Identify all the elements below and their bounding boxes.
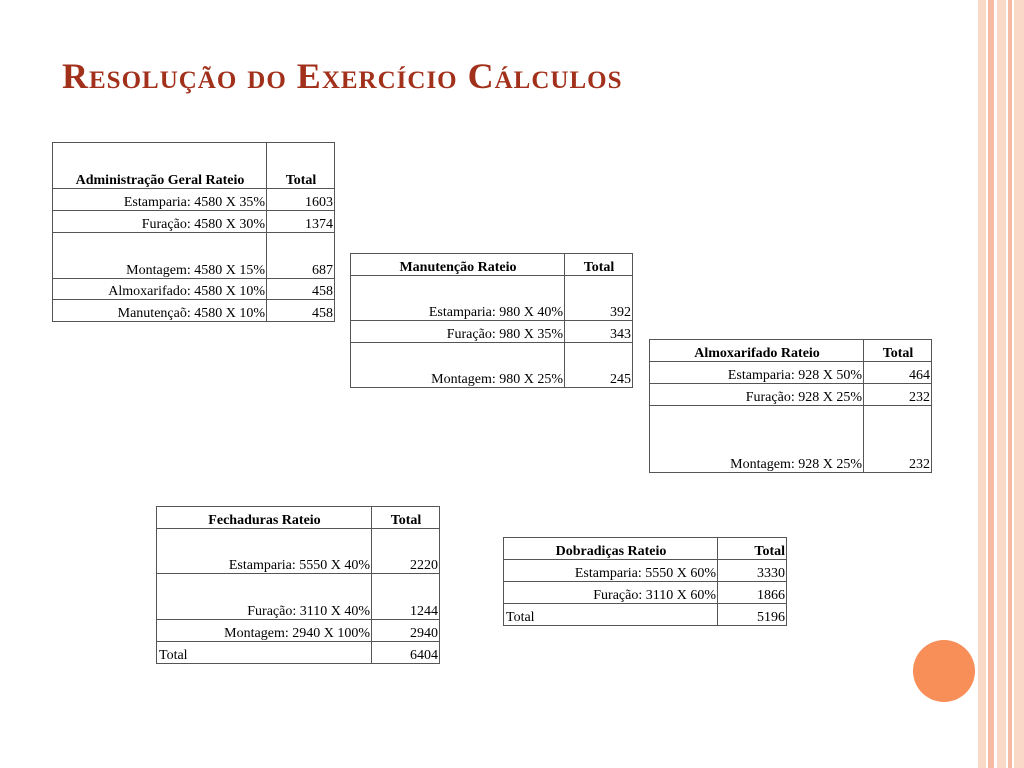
table-row [53, 189, 335, 211]
row-total: 392 [565, 276, 633, 321]
total-value: 5196 [718, 604, 787, 626]
column-header-total: Total [267, 143, 335, 189]
row-total: 343 [565, 321, 633, 343]
table-row [53, 279, 335, 300]
table-header-row [351, 254, 633, 276]
row-label: Estamparia: 928 X 50% [650, 362, 864, 384]
table-row [53, 211, 335, 233]
row-total: 458 [267, 300, 335, 322]
column-header: Administração Geral Rateio [53, 143, 267, 189]
decorative-stripe-mid-2 [1008, 0, 1012, 768]
row-total: 1244 [372, 574, 440, 620]
row-label: Furação: 980 X 35% [351, 321, 565, 343]
table-header-row [53, 143, 335, 189]
column-header-total: Total [864, 340, 932, 362]
row-total: 687 [267, 233, 335, 279]
row-label: Estamparia: 5550 X 40% [157, 529, 372, 574]
decorative-stripe-light-2 [997, 0, 1006, 768]
table-row [650, 406, 932, 473]
row-total: 232 [864, 406, 932, 473]
row-label: Almoxarifado: 4580 X 10% [53, 279, 267, 300]
row-label: Estamparia: 5550 X 60% [504, 560, 718, 582]
row-label: Montagem: 980 X 25% [351, 343, 565, 388]
row-total: 232 [864, 384, 932, 406]
row-total: 1866 [718, 582, 787, 604]
row-label: Estamparia: 980 X 40% [351, 276, 565, 321]
table-row [53, 300, 335, 322]
row-label: Manutençaõ: 4580 X 10% [53, 300, 267, 322]
row-total: 464 [864, 362, 932, 384]
column-header-total: Total [565, 254, 633, 276]
column-header-total: Total [718, 538, 787, 560]
decorative-stripe-light [978, 0, 986, 768]
row-total: 2940 [372, 620, 440, 642]
table-total-row [504, 604, 787, 626]
table-row [157, 574, 440, 620]
total-value: 6404 [372, 642, 440, 664]
row-label: Furação: 928 X 25% [650, 384, 864, 406]
row-total: 245 [565, 343, 633, 388]
table-row [53, 233, 335, 279]
row-total: 458 [267, 279, 335, 300]
row-label: Furação: 4580 X 30% [53, 211, 267, 233]
row-label: Montagem: 928 X 25% [650, 406, 864, 473]
table-total-row [157, 642, 440, 664]
table-manutencao-rateio [350, 253, 633, 388]
table-header-row [504, 538, 787, 560]
row-label: Montagem: 4580 X 15% [53, 233, 267, 279]
slide-title: Resolução do Exercício Cálculos [62, 56, 623, 96]
row-total: 2220 [372, 529, 440, 574]
row-label: Furação: 3110 X 40% [157, 574, 372, 620]
table-row [351, 276, 633, 321]
row-total: 1374 [267, 211, 335, 233]
decorative-circle [913, 640, 975, 702]
column-header: Manutenção Rateio [351, 254, 565, 276]
decorative-stripe-mid [988, 0, 994, 768]
table-administracao-rateio [52, 142, 335, 322]
table-almoxarifado-rateio [649, 339, 932, 473]
column-header: Fechaduras Rateio [157, 507, 372, 529]
table-fechaduras-rateio [156, 506, 440, 664]
table-row [504, 582, 787, 604]
total-label: Total [157, 642, 372, 664]
table-row [504, 560, 787, 582]
table-row [351, 321, 633, 343]
table-header-row [650, 340, 932, 362]
row-total: 1603 [267, 189, 335, 211]
table-row [650, 384, 932, 406]
table-dobradicas-rateio [503, 537, 787, 626]
decorative-stripe-light-3 [1014, 0, 1024, 768]
column-header-total: Total [372, 507, 440, 529]
table-row [157, 529, 440, 574]
table-header-row [157, 507, 440, 529]
total-label: Total [504, 604, 718, 626]
row-label: Estamparia: 4580 X 35% [53, 189, 267, 211]
column-header: Dobradiças Rateio [504, 538, 718, 560]
row-total: 3330 [718, 560, 787, 582]
table-row [351, 343, 633, 388]
table-row [157, 620, 440, 642]
table-row [650, 362, 932, 384]
row-label: Montagem: 2940 X 100% [157, 620, 372, 642]
row-label: Furação: 3110 X 60% [504, 582, 718, 604]
column-header: Almoxarifado Rateio [650, 340, 864, 362]
